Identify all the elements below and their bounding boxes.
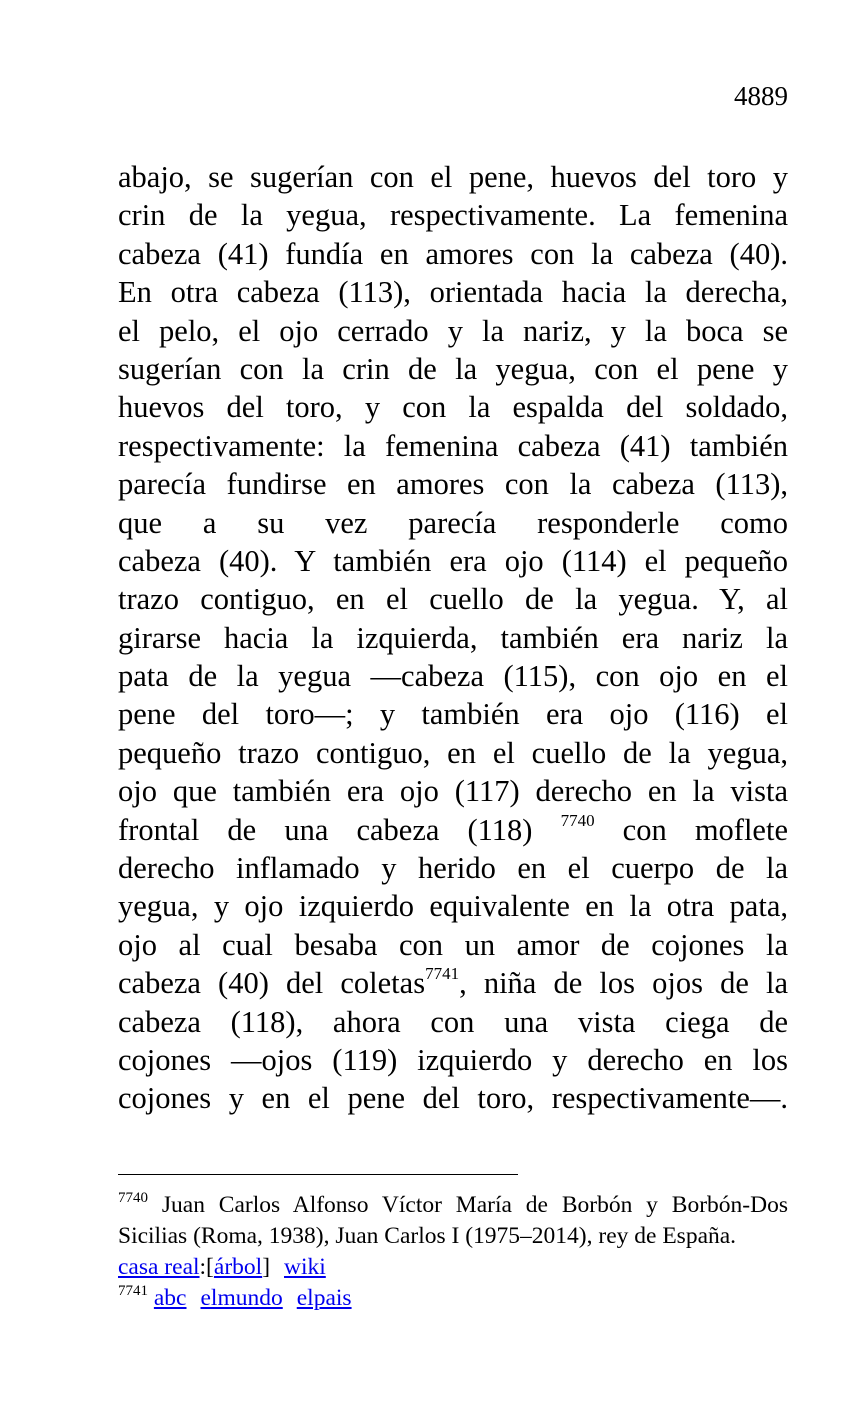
body-line: el pelo, el ojo cerrado y la nariz, y la boca se [118,313,788,348]
body-line: respectivamente: la femenina cabeza (41) también [118,428,788,463]
body-line: cabeza (118), ahora con una vista ciega de [118,1004,788,1039]
footnote-divider [118,1174,518,1175]
body-line: cabeza (41) fundía en amores con la cabeza (40). [118,236,788,271]
footnote-7740-line [118,1190,788,1221]
casa-real-link[interactable]: casa real [118,1254,200,1280]
link-separator: :[ [199,1254,214,1280]
arbol-link[interactable]: árbol [213,1254,263,1280]
footnote-number: 7740 [118,1190,148,1206]
body-line: sugerían con la crin de la yegua, con el pene y [118,351,788,386]
footnote-number: 7741 [118,1283,148,1299]
body-line: trazo contiguo, en el cuello de la yegua. Y, al [118,582,788,617]
body-line: pene del toro—; y también era ojo (116) el [118,697,788,732]
elpais-link[interactable]: elpais [296,1285,352,1311]
body-line-with-footnote-ref [118,964,788,1002]
body-line: En otra cabeza (113), orientada hacia la derecha, [118,275,788,310]
body-line: yegua, y ojo izquierdo equivalente en la otra pata, [118,889,788,924]
body-line-text: con moflete [594,812,788,847]
footnote-ref-7741[interactable]: 7741 [425,964,460,984]
body-line: derecho inflamado y herido en el cuerpo de la [118,851,788,886]
body-line: abajo, se sugerían con el pene, huevos del toro y [118,160,788,194]
body-line: cojones y en el pene del toro, respectivamente—. [118,1081,788,1116]
wiki-link[interactable]: wiki [284,1254,326,1280]
elmundo-link[interactable]: elmundo [200,1285,283,1311]
body-text [118,158,788,1118]
body-line: ojo al cual besaba con un amor de cojones la [118,927,788,962]
body-line: girarse hacia la izquierda, también era nariz la [118,620,788,655]
body-line: huevos del toro, y con la espalda del soldado, [118,390,788,425]
body-line: pata de la yegua —cabeza (115), con ojo en el [118,659,788,694]
footnote-ref-7740[interactable]: 7740 [560,810,595,830]
body-line-text: cabeza (40) del coletas [118,966,426,1001]
footnote-7740-links [118,1252,788,1283]
footnote-7741-line [118,1283,788,1314]
footnote-text: Juan Carlos Alfonso Víctor María de Borbón y Borbón-Dos [148,1192,788,1218]
body-line: ojo que también era ojo (117) derecho en la vista [118,774,788,809]
body-line: cojones —ojos (119) izquierdo y derecho en los [118,1042,788,1077]
body-line: que a su vez parecía responderle como [118,505,788,540]
footnote-7740-line: Sicilias (Roma, 1938), Juan Carlos I (1975–2014), rey de España. [118,1223,737,1249]
abc-link[interactable]: abc [153,1285,187,1311]
body-line: parecía fundirse en amores con la cabeza (113), [118,467,788,502]
body-line-text: frontal de una cabeza (118) [118,812,561,847]
footnotes [118,1190,788,1314]
body-line: cabeza (40). Y también era ojo (114) el pequeño [118,543,788,578]
link-separator: ] [262,1254,271,1280]
body-line: crin de la yegua, respectivamente. La femenina [118,198,788,233]
body-line: pequeño trazo contiguo, en el cuello de la yegua, [118,735,788,770]
body-line-with-footnote-ref [118,811,788,849]
page-number: 4889 [734,81,788,111]
body-line-text: , niña de los ojos de la [459,966,788,1001]
